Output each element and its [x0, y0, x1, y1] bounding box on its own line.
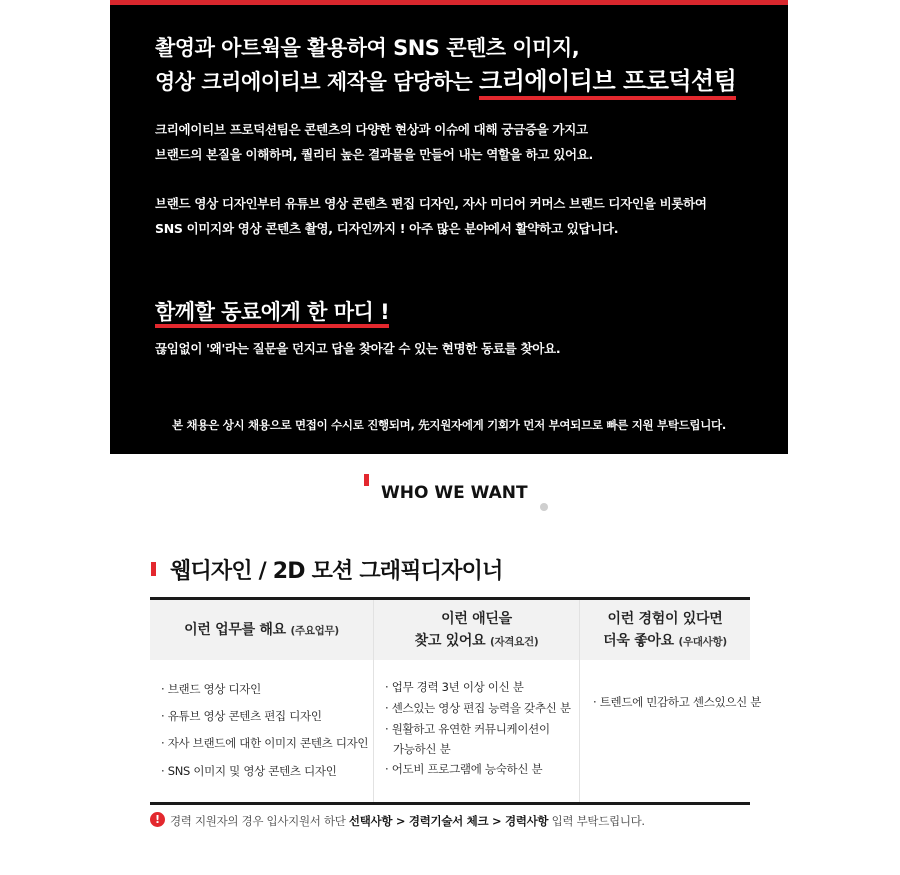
who-accent-mark	[364, 474, 369, 486]
list-item: · 어도비 프로그램에 능숙하신 분	[385, 762, 543, 776]
preferred-body	[580, 660, 762, 802]
hero-headline	[155, 32, 795, 99]
list-item: · SNS 이미지 및 영상 콘텐츠 디자인	[161, 764, 337, 778]
preferred-header-line-2	[603, 630, 727, 653]
duties-header	[150, 600, 373, 660]
footer-note-suffix: 입력 부탁드립니다.	[548, 814, 645, 828]
scope-paragraph	[155, 191, 765, 241]
headline-line-1: 촬영과 아트웍을 활용하여 SNS 콘텐츠 이미지,	[155, 36, 580, 60]
preferred-header-line-1: 이런 경험이 있다면	[607, 610, 723, 627]
qualifications-column	[374, 600, 580, 802]
hero-section	[110, 0, 788, 454]
top-accent-stripe	[110, 0, 788, 5]
role-accent-bar	[151, 562, 156, 576]
duties-header-note: (주요업무)	[290, 624, 339, 637]
footer-note-path: 선택사항 > 경력기술서 체크 > 경력사항	[348, 814, 549, 828]
colleague-paragraph: 끊임없이 '왜'라는 질문을 던지고 답을 찾아갈 수 있는 현명한 동료를 찾아요.	[155, 341, 561, 356]
role-title: 웹디자인 / 2D 모션 그래픽디자이너	[170, 559, 503, 584]
preferred-header-text: 더욱 좋아요	[603, 632, 674, 649]
footer-note-prefix: 경력 지원자의 경우 입사지원서 하단	[170, 814, 349, 828]
list-item: · 트렌드에 민감하고 센스있으신 분	[593, 695, 762, 709]
duties-body	[150, 660, 373, 802]
list-item: · 브랜드 영상 디자인	[161, 682, 261, 696]
duties-column	[150, 600, 374, 802]
exclamation-icon: !	[150, 812, 165, 827]
list-item: · 자사 브랜드에 대한 이미지 콘텐츠 디자인	[161, 736, 369, 750]
list-item: · 업무 경력 3년 이상 이신 분	[385, 680, 524, 694]
requirements-table	[150, 597, 762, 805]
preferred-header-note: (우대사항)	[678, 635, 727, 648]
qualifications-header-line-1: 이런 애딘을	[441, 610, 512, 627]
list-item: 가능하신 분	[393, 742, 451, 756]
qualifications-header	[374, 600, 579, 660]
colleague-heading-text: 함께할 동료에게 한 마디 !	[155, 296, 389, 326]
list-item: · 유튜브 영상 콘텐츠 편집 디자인	[161, 709, 322, 723]
footer-note	[170, 813, 645, 829]
intro-paragraph	[155, 117, 765, 167]
headline-line-2	[155, 65, 795, 99]
intro-line-1: 크리에이티브 프로덕션팀은 콘텐츠의 다양한 현상과 이슈에 대해 궁금증을 가지고	[155, 122, 588, 137]
preferred-header	[580, 600, 750, 660]
intro-line-2: 브랜드의 본질을 이해하며, 퀄리티 높은 결과물을 만들어 내는 역할을 하고 있어요.	[155, 147, 593, 162]
qualifications-header-text: 찾고 있어요	[414, 632, 486, 649]
duties-header-text: 이런 업무를 해요	[184, 621, 286, 638]
qualifications-header-note: (자격요건)	[489, 635, 539, 648]
duties-header-row	[184, 619, 339, 642]
qualifications-header-line-2	[415, 630, 539, 653]
headline-line-2-prefix: 영상 크리에이티브 제작을 담당하는	[155, 70, 480, 94]
scope-line-1: 브랜드 영상 디자인부터 유튜브 영상 콘텐츠 편집 디자인, 자사 미디어 커머스 브랜드 디자인을 비롯하여	[155, 196, 707, 211]
decorative-dot	[540, 503, 548, 511]
list-item: · 원활하고 유연한 커뮤니케이션이	[385, 722, 550, 736]
qualifications-body	[374, 660, 579, 802]
colleague-heading	[155, 296, 389, 326]
list-item: · 센스있는 영상 편집 능력을 갖추신 분	[385, 701, 571, 715]
team-name-highlight: 크리에이티브 프로덕션팀	[479, 65, 736, 98]
scope-line-2: SNS 이미지와 영상 콘텐츠 촬영, 디자인까지 ! 아주 많은 분야에서 활약하고 있답니다.	[155, 221, 619, 236]
who-we-want-title: WHO WE WANT	[381, 483, 528, 503]
preferred-column	[580, 600, 762, 802]
recruit-notice: 본 채용은 상시 채용으로 면접이 수시로 진행되며, 先지원자에게 기회가 먼저 부여되므로 빠른 지원 부탁드립니다.	[172, 418, 726, 432]
